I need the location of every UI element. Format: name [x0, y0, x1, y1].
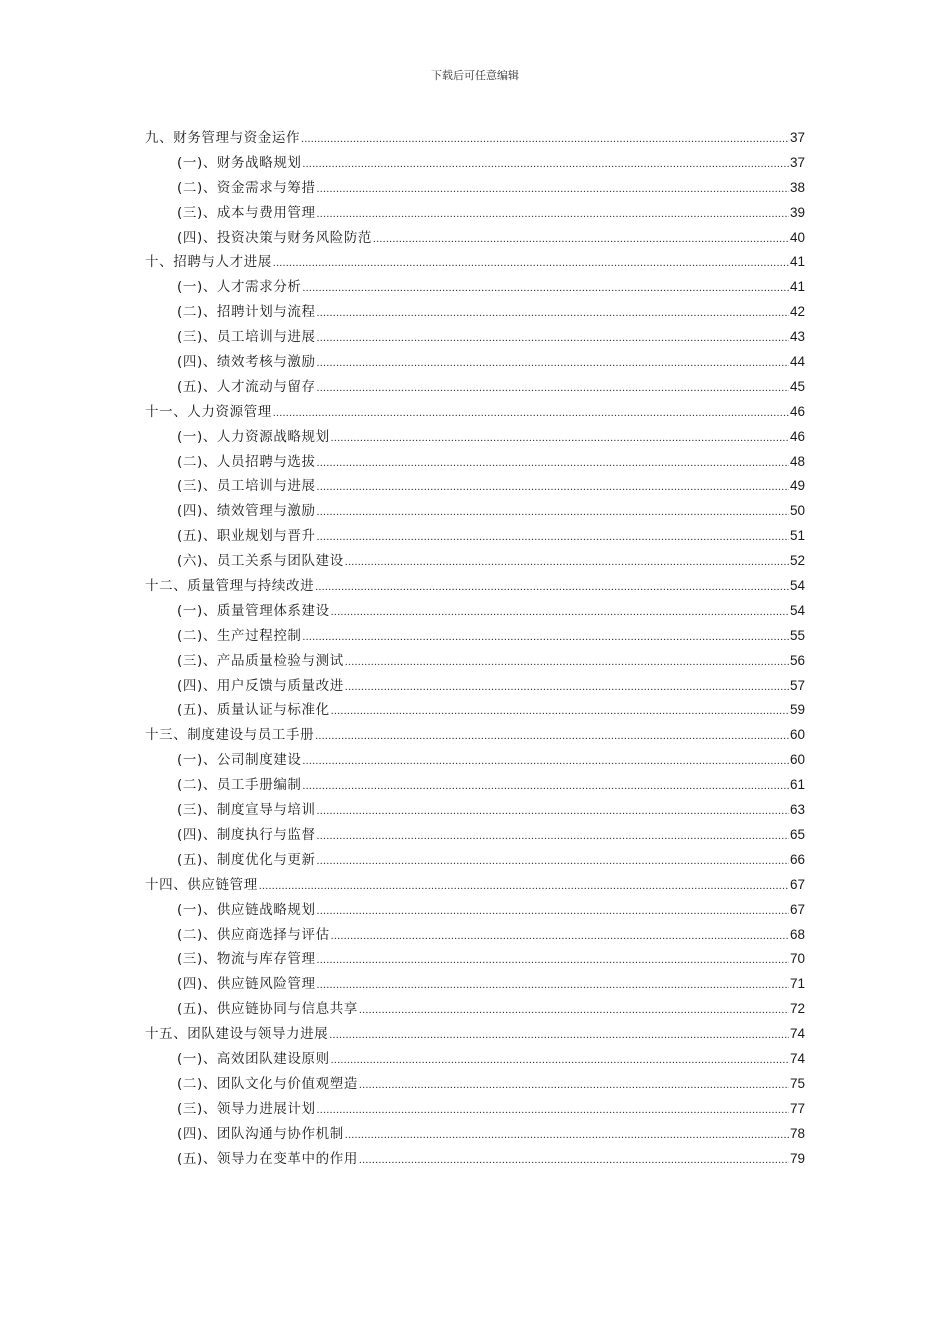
toc-page-number: 41: [789, 254, 805, 270]
toc-dot-leader: [317, 202, 789, 227]
toc-section-entry[interactable]: [145, 549, 805, 574]
toc-entry-title: (二)、人员招聘与选拔: [177, 453, 316, 470]
toc-section-entry[interactable]: [145, 275, 805, 300]
toc-page-number: 71: [789, 976, 805, 992]
toc-page-number: 46: [789, 403, 805, 419]
toc-page-number: 38: [789, 179, 805, 195]
toc-dot-leader: [317, 899, 789, 924]
toc-page-number: 37: [789, 154, 805, 170]
toc-dot-leader: [315, 724, 789, 749]
toc-page-number: 65: [789, 826, 805, 842]
toc-section-entry[interactable]: [145, 350, 805, 375]
toc-entry-title: (五)、质量认证与标准化: [177, 702, 330, 719]
toc-section-entry[interactable]: [145, 748, 805, 773]
toc-dot-leader: [317, 326, 789, 351]
toc-entry-title: 十一、人力资源管理: [145, 403, 272, 420]
toc-page-number: 57: [789, 677, 805, 693]
toc-entry-title: (三)、产品质量检验与测试: [177, 652, 344, 669]
toc-chapter-entry[interactable]: [145, 574, 805, 599]
toc-section-entry[interactable]: [145, 499, 805, 524]
toc-entry-title: (一)、供应链战略规划: [177, 901, 316, 918]
toc-page-number: 37: [789, 130, 805, 145]
toc-section-entry[interactable]: [145, 923, 805, 948]
toc-section-entry[interactable]: [145, 474, 805, 499]
toc-page-number: 50: [789, 503, 805, 519]
toc-dot-leader: [317, 525, 789, 550]
toc-page-number: 43: [789, 329, 805, 345]
toc-dot-leader: [259, 874, 789, 899]
toc-dot-leader: [317, 973, 789, 998]
toc-section-entry[interactable]: [145, 599, 805, 624]
toc-section-entry[interactable]: [145, 1097, 805, 1122]
toc-chapter-entry[interactable]: [145, 873, 805, 898]
toc-page-number: 74: [789, 1026, 805, 1042]
toc-entry-title: (五)、职业规划与晋升: [177, 528, 316, 545]
toc-page-number: 39: [789, 204, 805, 220]
toc-dot-leader: [317, 1098, 789, 1123]
toc-entry-title: (二)、员工手册编制: [177, 777, 302, 794]
toc-page-number: 67: [789, 876, 805, 892]
toc-page-number: 59: [789, 702, 805, 718]
toc-dot-leader: [345, 650, 789, 675]
toc-page-number: 72: [789, 1001, 805, 1017]
toc-entry-title: (三)、员工培训与进展: [177, 478, 316, 495]
toc-section-entry[interactable]: [145, 201, 805, 226]
table-of-contents: [145, 126, 805, 1171]
toc-dot-leader: [331, 924, 789, 949]
toc-entry-title: (四)、制度执行与监督: [177, 826, 316, 843]
toc-dot-leader: [317, 451, 789, 476]
toc-dot-leader: [303, 625, 789, 650]
toc-entry-title: (二)、团队文化与价值观塑造: [177, 1075, 358, 1092]
toc-page-number: 44: [789, 354, 805, 370]
toc-page-number: 61: [789, 777, 805, 793]
toc-entry-title: (四)、绩效考核与激励: [177, 354, 316, 371]
toc-entry-title: (四)、投资决策与财务风险防范: [177, 229, 373, 246]
toc-page-number: 60: [789, 727, 805, 743]
toc-dot-leader: [301, 127, 789, 152]
toc-entry-title: (二)、生产过程控制: [177, 627, 302, 644]
toc-page-number: 68: [789, 926, 805, 942]
toc-entry-title: 十四、供应链管理: [145, 876, 258, 893]
toc-entry-title: (一)、财务战略规划: [177, 154, 302, 171]
toc-page-number: 70: [789, 951, 805, 967]
toc-section-entry[interactable]: [145, 624, 805, 649]
toc-section-entry[interactable]: [145, 1122, 805, 1147]
toc-entry-title: (四)、团队沟通与协作机制: [177, 1125, 344, 1142]
toc-dot-leader: [317, 301, 789, 326]
toc-dot-leader: [317, 475, 789, 500]
toc-chapter-entry[interactable]: [145, 1022, 805, 1047]
toc-section-entry[interactable]: [145, 798, 805, 823]
toc-dot-leader: [345, 1123, 789, 1148]
toc-entry-title: (一)、人力资源战略规划: [177, 428, 330, 445]
toc-page-number: 48: [789, 453, 805, 469]
toc-section-entry[interactable]: [145, 450, 805, 475]
toc-entry-title: (三)、制度宣导与培训: [177, 802, 316, 819]
toc-dot-leader: [359, 1073, 789, 1098]
toc-page-number: 67: [789, 901, 805, 917]
toc-entry-title: (四)、供应链风险管理: [177, 976, 316, 993]
toc-chapter-entry[interactable]: [145, 723, 805, 748]
toc-dot-leader: [345, 550, 789, 575]
toc-section-entry[interactable]: [145, 300, 805, 325]
toc-entry-title: (一)、公司制度建设: [177, 752, 302, 769]
toc-entry-title: (四)、绩效管理与激励: [177, 503, 316, 520]
toc-dot-leader: [303, 276, 789, 301]
toc-page-number: 41: [789, 279, 805, 295]
toc-page-number: 49: [789, 478, 805, 494]
toc-dot-leader: [317, 376, 789, 401]
toc-page-number: 45: [789, 378, 805, 394]
toc-section-entry[interactable]: [145, 226, 805, 251]
toc-section-entry[interactable]: [145, 972, 805, 997]
toc-page-number: 77: [789, 1100, 805, 1116]
toc-entry-title: (五)、供应链协同与信息共享: [177, 1001, 358, 1018]
toc-page-number: 42: [789, 304, 805, 320]
toc-entry-title: (三)、员工培训与进展: [177, 329, 316, 346]
toc-entry-title: (二)、资金需求与筹措: [177, 179, 316, 196]
toc-entry-title: (二)、供应商选择与评估: [177, 926, 330, 943]
toc-page-number: 54: [789, 578, 805, 594]
toc-chapter-entry[interactable]: [145, 126, 805, 151]
toc-dot-leader: [303, 749, 789, 774]
toc-dot-leader: [373, 227, 789, 252]
toc-section-entry[interactable]: [145, 176, 805, 201]
toc-entry-title: (五)、制度优化与更新: [177, 851, 316, 868]
toc-section-entry[interactable]: [145, 848, 805, 873]
toc-section-entry[interactable]: [145, 698, 805, 723]
toc-page-number: 54: [789, 602, 805, 618]
toc-page-number: 40: [789, 229, 805, 245]
toc-section-entry[interactable]: [145, 425, 805, 450]
toc-dot-leader: [359, 1148, 789, 1173]
toc-section-entry[interactable]: [145, 375, 805, 400]
toc-section-entry[interactable]: [145, 524, 805, 549]
toc-section-entry[interactable]: [145, 898, 805, 923]
toc-entry-title: (四)、用户反馈与质量改进: [177, 677, 344, 694]
toc-entry-title: (三)、物流与库存管理: [177, 951, 316, 968]
toc-dot-leader: [329, 1023, 789, 1048]
toc-section-entry[interactable]: [145, 773, 805, 798]
toc-section-entry[interactable]: [145, 947, 805, 972]
toc-section-entry[interactable]: [145, 151, 805, 176]
toc-chapter-entry[interactable]: [145, 400, 805, 425]
toc-dot-leader: [331, 600, 789, 625]
toc-chapter-entry[interactable]: [145, 250, 805, 275]
toc-dot-leader: [273, 401, 789, 426]
toc-entry-title: (三)、成本与费用管理: [177, 204, 316, 221]
toc-section-entry[interactable]: [145, 997, 805, 1022]
toc-page-number: 51: [789, 528, 805, 544]
toc-page-number: 55: [789, 627, 805, 643]
toc-page-number: 46: [789, 428, 805, 444]
toc-section-entry[interactable]: [145, 674, 805, 699]
toc-dot-leader: [317, 849, 789, 874]
toc-page-number: 60: [789, 752, 805, 768]
toc-dot-leader: [331, 426, 789, 451]
toc-page-number: 66: [789, 851, 805, 867]
toc-page-number: 63: [789, 802, 805, 818]
toc-entry-title: 九、财务管理与资金运作: [145, 130, 301, 146]
toc-dot-leader: [317, 824, 789, 849]
toc-section-entry[interactable]: [145, 823, 805, 848]
toc-dot-leader: [317, 500, 789, 525]
toc-dot-leader: [331, 699, 789, 724]
toc-entry-title: (五)、人才流动与留存: [177, 378, 316, 395]
toc-entry-title: 十三、制度建设与员工手册: [145, 727, 315, 744]
toc-entry-title: (一)、高效团队建设原则: [177, 1050, 330, 1067]
toc-entry-title: (一)、人才需求分析: [177, 279, 302, 296]
toc-entry-title: 十五、团队建设与领导力进展: [145, 1026, 329, 1043]
toc-entry-title: (五)、领导力在变革中的作用: [177, 1150, 358, 1167]
toc-entry-title: 十二、质量管理与持续改进: [145, 578, 315, 595]
toc-dot-leader: [303, 152, 789, 177]
toc-entry-title: 十、招聘与人才进展: [145, 254, 272, 271]
toc-entry-title: (六)、员工关系与团队建设: [177, 553, 344, 570]
toc-dot-leader: [331, 1048, 789, 1073]
toc-dot-leader: [317, 799, 789, 824]
toc-section-entry[interactable]: [145, 1047, 805, 1072]
toc-section-entry[interactable]: [145, 1072, 805, 1097]
toc-dot-leader: [317, 948, 789, 973]
toc-dot-leader: [315, 575, 789, 600]
toc-dot-leader: [317, 177, 789, 202]
toc-section-entry[interactable]: [145, 1147, 805, 1172]
toc-dot-leader: [359, 998, 789, 1023]
toc-dot-leader: [303, 774, 789, 799]
header-note: 下载后可任意编辑: [431, 69, 519, 82]
toc-entry-title: (一)、质量管理体系建设: [177, 602, 330, 619]
toc-section-entry[interactable]: [145, 325, 805, 350]
toc-section-entry[interactable]: [145, 649, 805, 674]
toc-page-number: 75: [789, 1075, 805, 1091]
toc-page-number: 79: [789, 1150, 805, 1166]
toc-page-number: 56: [789, 652, 805, 668]
toc-entry-title: (三)、领导力进展计划: [177, 1100, 316, 1117]
toc-dot-leader: [345, 675, 789, 700]
toc-dot-leader: [273, 251, 789, 276]
toc-page-number: 78: [789, 1125, 805, 1141]
toc-page-number: 52: [789, 553, 805, 569]
toc-entry-title: (二)、招聘计划与流程: [177, 304, 316, 321]
toc-dot-leader: [317, 351, 789, 376]
toc-page-number: 74: [789, 1050, 805, 1066]
